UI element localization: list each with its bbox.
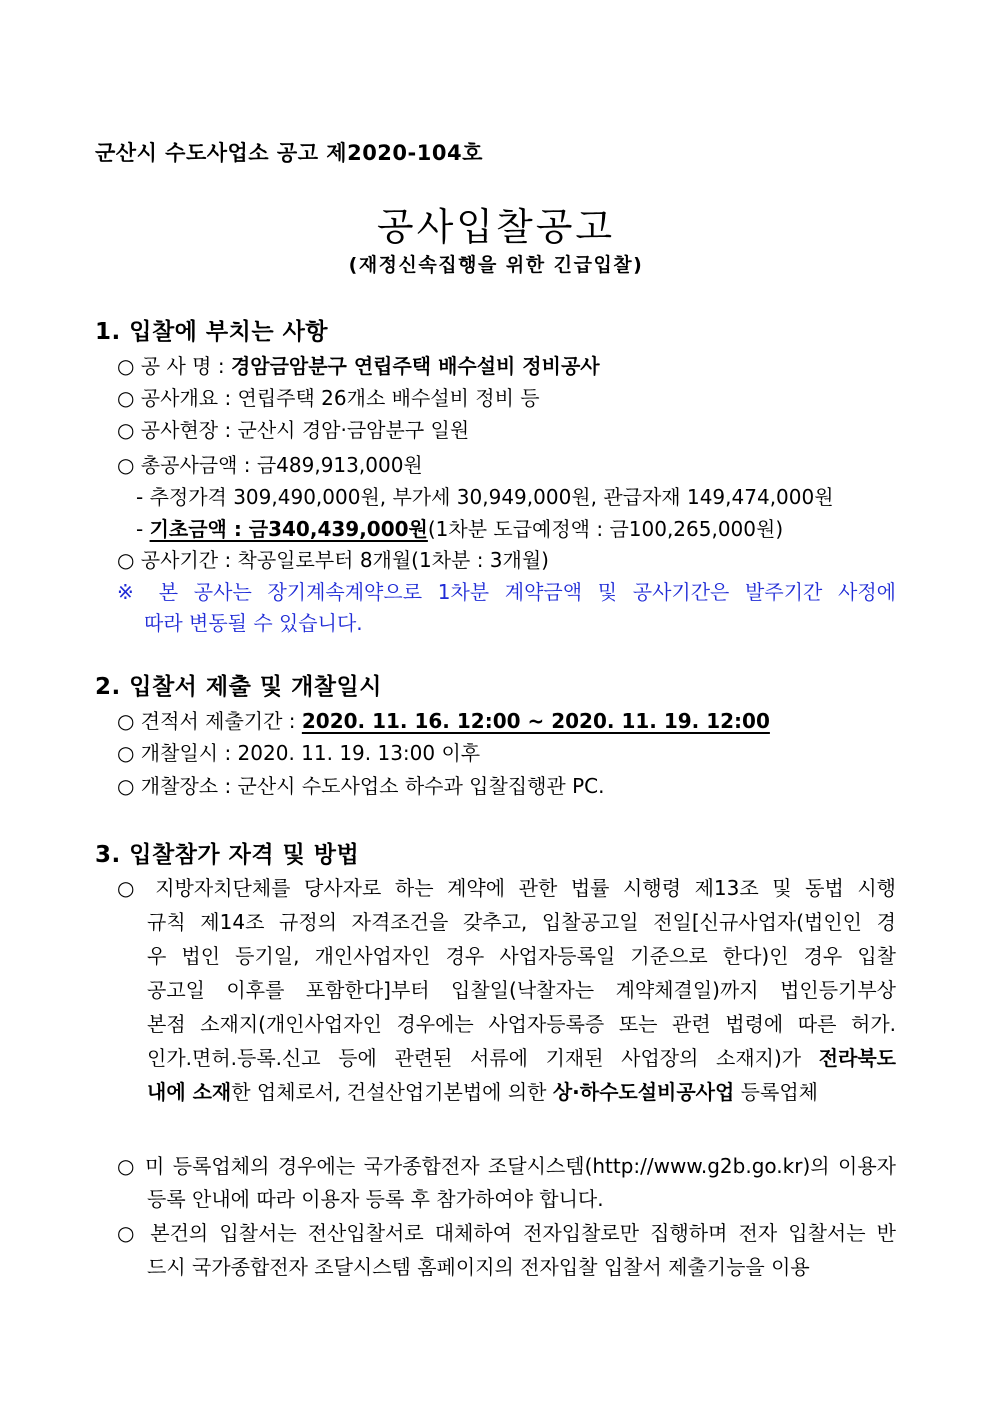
section-2-heading: 2. 입찰서 제출 및 개찰일시 [95,674,382,700]
qualification-line-2: 규칙 제14조 규정의 자격조건을 갖추고, 입찰공고일 전일[신규사업자(법인인 경 [147,910,896,934]
contract-note-line-1: ※ 본 공사는 장기계속계약으로 1차분 계약금액 및 공사기간은 발주기간 사정에 [117,580,896,604]
submission-period-value: 2020. 11. 16. 12:00 ~ 2020. 11. 19. 12:00 [301,709,770,733]
section-1-heading: 1. 입찰에 부치는 사항 [95,319,329,345]
qualification-line-4: 공고일 이후를 포함한다]부터 입찰일(낙찰자는 계약체결일)까지 법인등기부상 [147,978,896,1002]
e-bidding-line-2: 드시 국가종합전자 조달시스템 홈페이지의 전자입찰 입찰서 제출기능을 이용 [147,1255,810,1279]
qualification-line-3: 우 법인 등기일, 개인사업자인 경우 사업자등록일 기준으로 한다)인 경우 입찰 [147,944,896,968]
opening-place: ○ 개찰장소 : 군산시 수도사업소 하수과 입찰집행관 PC. [117,774,605,798]
registration-line-1: ○ 미 등록업체의 경우에는 국가종합전자 조달시스템(http://www.g2b.go.kr)의 이용자 [117,1154,896,1178]
project-name-label: ○ 공 사 명 : [117,354,231,378]
contract-note-line-2: 따라 변동될 수 있습니다. [144,611,363,635]
base-amount-detail: (1차분 도급예정액 : 금100,265,000원) [427,517,784,541]
qualification-line-1: ○ 지방자치단체를 당사자로 하는 계약에 관한 법률 시행령 제13조 및 동법 시행 [117,876,896,900]
page-title: 공사입찰공고 [376,205,616,249]
qualification-line-6 [147,1042,896,1071]
project-overview: ○ 공사개요 : 연립주택 26개소 배수설비 정비 등 [117,386,540,410]
total-amount: ○ 총공사금액 : 금489,913,000원 [117,453,423,477]
submission-period [117,705,770,734]
notice-number: 군산시 수도사업소 공고 제2020-104호 [95,141,483,165]
qualification-line-7-end: 등록업체 [734,1080,818,1104]
estimated-price: - 추정가격 309,490,000원, 부가세 30,949,000원, 관급자재 149,474,000원 [136,485,834,509]
project-name-value: 경암금암분구 연립주택 배수설비 정비공사 [230,354,600,378]
base-amount-value: 기초금액 : 금340,439,000원 [149,517,428,541]
project-site: ○ 공사현장 : 군산시 경암·금암분구 일원 [117,418,470,442]
e-bidding-line-1: ○ 본건의 입찰서는 전산입찰서로 대체하여 전자입찰로만 집행하며 전자 입찰서는 반 [117,1221,896,1245]
qualification-region: 전라북도 [818,1046,896,1070]
qualification-line-5: 본점 소재지(개인사업자인 경우에는 사업자등록증 또는 관련 법령에 따른 허가. [147,1012,896,1036]
qualification-line-7 [147,1076,818,1105]
qualification-line-7-text: 한 업체로서, 건설산업기본법에 의한 [231,1080,553,1104]
base-amount [136,513,783,542]
opening-time: ○ 개찰일시 : 2020. 11. 19. 13:00 이후 [117,741,481,765]
qualification-region-end: 내에 소재 [147,1080,232,1104]
registration-line-2: 등록 안내에 따라 이용자 등록 후 참가하여야 합니다. [147,1187,604,1211]
project-name [117,350,600,379]
qualification-line-6-text: 인가.면허.등록.신고 등에 관련된 서류에 기재된 사업장의 소재지)가 [147,1046,819,1070]
base-amount-dash: - [136,517,150,541]
submission-period-label: ○ 견적서 제출기간 : [117,709,302,733]
section-3-heading: 3. 입찰참가 자격 및 방법 [95,842,360,868]
page-subtitle: (재정신속집행을 위한 긴급입찰) [348,254,644,276]
qualification-business-type: 상·하수도설비공사업 [552,1080,735,1104]
construction-period: ○ 공사기간 : 착공일로부터 8개월(1차분 : 3개월) [117,548,549,572]
